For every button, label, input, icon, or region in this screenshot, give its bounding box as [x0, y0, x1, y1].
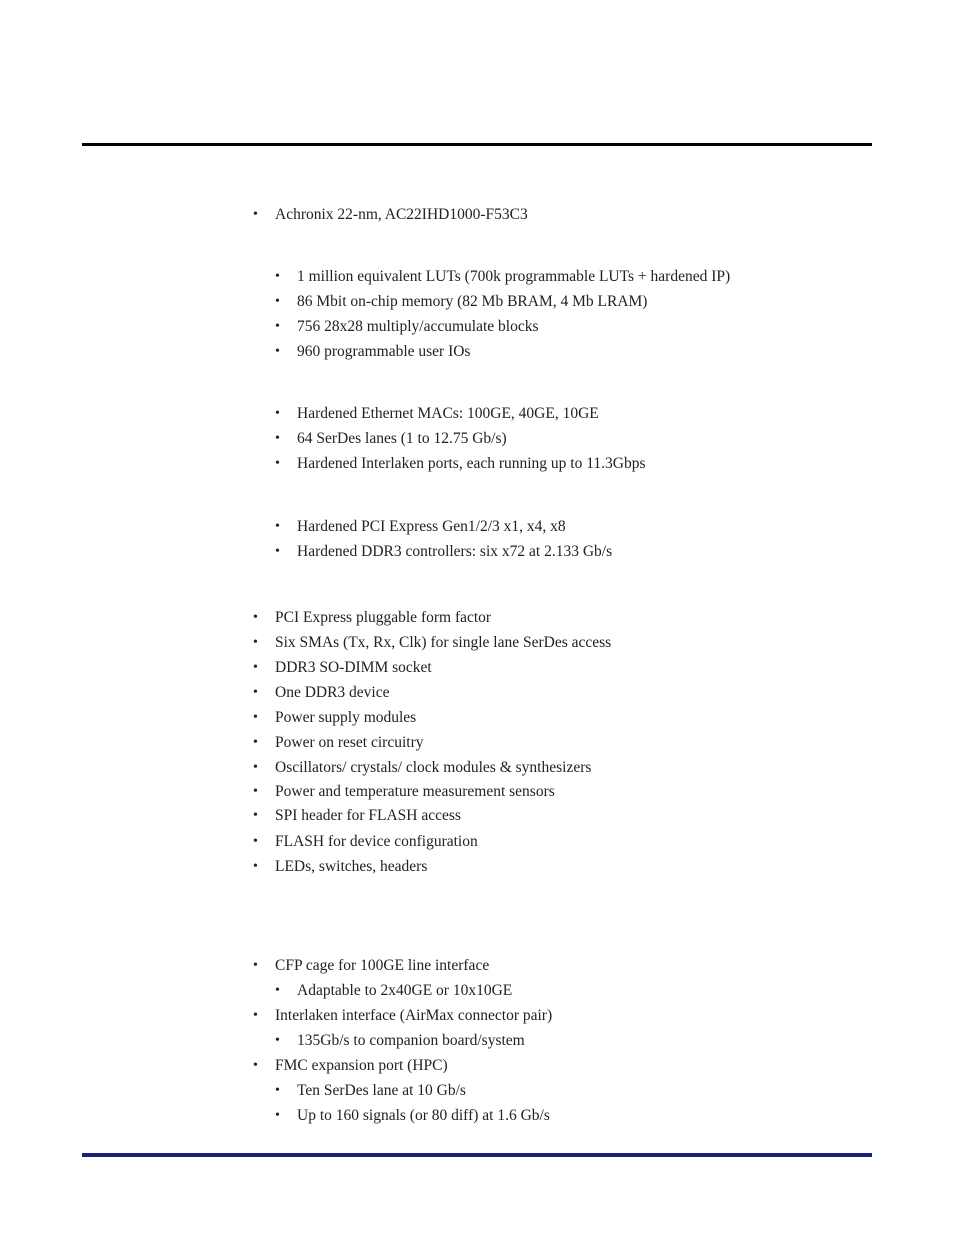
bullet-icon: • — [253, 1058, 258, 1073]
list-item-board: • SPI header for FLASH access — [253, 807, 461, 824]
bullet-icon: • — [253, 735, 258, 750]
bullet-icon: • — [275, 406, 280, 421]
bullet-icon: • — [275, 319, 280, 334]
list-item-serial: • Hardened Ethernet MACs: 100GE, 40GE, 10GE — [275, 405, 599, 422]
bullet-icon: • — [275, 983, 280, 998]
bullet-icon: • — [253, 685, 258, 700]
list-item-serial: • Hardened Interlaken ports, each running up to 11.3Gbps — [275, 455, 646, 472]
list-item-board: • Power on reset circuitry — [253, 734, 424, 751]
list-item-board: • Power and temperature measurement sensors — [253, 783, 555, 800]
list-item-expansion-sub: • Adaptable to 2x40GE or 10x10GE — [275, 982, 513, 999]
bullet-icon: • — [275, 269, 280, 284]
bullet-icon: • — [253, 958, 258, 973]
list-item-board: • PCI Express pluggable form factor — [253, 609, 492, 626]
bullet-icon: • — [275, 544, 280, 559]
bullet-icon: • — [253, 660, 258, 675]
bullet-icon: • — [275, 344, 280, 359]
bullet-icon: • — [275, 1033, 280, 1048]
list-item-device: • Achronix 22-nm, AC22IHD1000-F53C3 — [253, 206, 528, 223]
bullet-icon: • — [253, 760, 258, 775]
list-item-expansion-sub: • 135Gb/s to companion board/system — [275, 1032, 525, 1049]
list-item-memory-pcie: • Hardened DDR3 controllers: six x72 at 2.133 Gb/s — [275, 543, 613, 560]
list-item-fabric: • 960 programmable user IOs — [275, 343, 471, 360]
bullet-icon: • — [253, 610, 258, 625]
list-item-expansion: • CFP cage for 100GE line interface — [253, 957, 490, 974]
bullet-icon: • — [253, 784, 258, 799]
bullet-icon: • — [275, 519, 280, 534]
list-item-expansion-sub: • Ten SerDes lane at 10 Gb/s — [275, 1082, 466, 1099]
bullet-icon: • — [253, 1008, 258, 1023]
list-item-board: • FLASH for device configuration — [253, 833, 478, 850]
bullet-icon: • — [275, 294, 280, 309]
list-item-fabric: • 1 million equivalent LUTs (700k programmable LUTs + hardened IP) — [275, 268, 731, 285]
footer-rule — [82, 1153, 872, 1157]
list-item-board: • Oscillators/ crystals/ clock modules & synthesizers — [253, 759, 592, 776]
list-item-expansion-sub: • Up to 160 signals (or 80 diff) at 1.6 Gb/s — [275, 1107, 550, 1124]
list-item-fabric: • 86 Mbit on-chip memory (82 Mb BRAM, 4 Mb LRAM) — [275, 293, 648, 310]
bullet-icon: • — [275, 456, 280, 471]
list-item-board: • DDR3 SO-DIMM socket — [253, 659, 432, 676]
list-item-fabric: • 756 28x28 multiply/accumulate blocks — [275, 318, 539, 335]
list-item-expansion: • FMC expansion port (HPC) — [253, 1057, 448, 1074]
bullet-icon: • — [253, 859, 258, 874]
list-item-board: • One DDR3 device — [253, 684, 390, 701]
bullet-icon: • — [253, 710, 258, 725]
bullet-icon: • — [253, 834, 258, 849]
bullet-icon: • — [275, 431, 280, 446]
bullet-icon: • — [253, 635, 258, 650]
list-item-expansion: • Interlaken interface (AirMax connector pair) — [253, 1007, 553, 1024]
list-item-memory-pcie: • Hardened PCI Express Gen1/2/3 x1, x4, x8 — [275, 518, 566, 535]
list-item-serial: • 64 SerDes lanes (1 to 12.75 Gb/s) — [275, 430, 507, 447]
bullet-icon: • — [275, 1083, 280, 1098]
list-item-board: • LEDs, switches, headers — [253, 858, 428, 875]
bullet-icon: • — [253, 808, 258, 823]
list-item-board: • Power supply modules — [253, 709, 417, 726]
list-item-board: • Six SMAs (Tx, Rx, Clk) for single lane SerDes access — [253, 634, 612, 651]
bullet-icon: • — [275, 1108, 280, 1123]
bullet-icon: • — [253, 207, 258, 222]
